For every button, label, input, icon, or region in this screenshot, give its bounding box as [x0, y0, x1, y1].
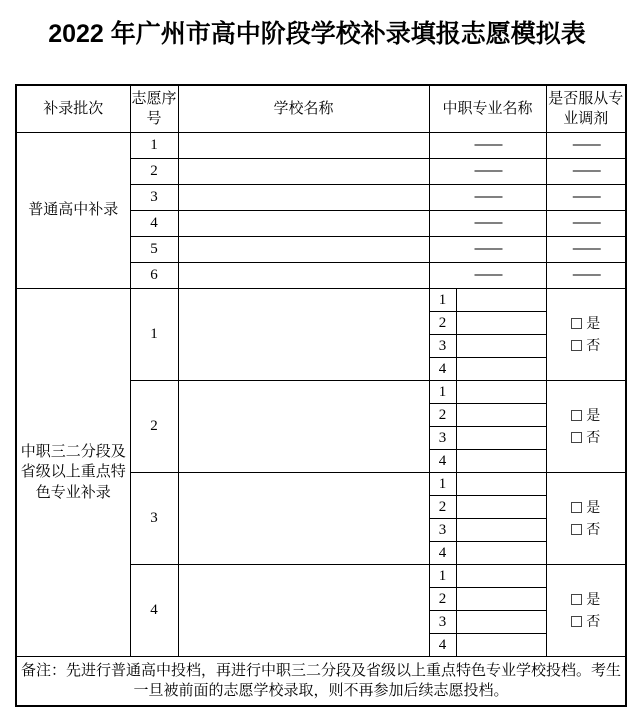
major-seq-number: 3	[429, 335, 456, 358]
school-name-cell[interactable]	[178, 473, 429, 565]
major-seq-number: 4	[429, 358, 456, 381]
dash-placeholder: ——	[546, 159, 626, 185]
major-seq-number: 2	[429, 496, 456, 519]
major-name-cell[interactable]	[456, 473, 546, 496]
admission-volunteer-table	[15, 84, 627, 707]
obey-adjustment-cell	[546, 565, 626, 657]
dash-placeholder: ——	[546, 263, 626, 289]
major-name-cell[interactable]	[456, 588, 546, 611]
seq-number: 1	[130, 289, 178, 381]
obey-adjustment-cell	[546, 381, 626, 473]
section1-row	[16, 133, 626, 159]
major-name-cell[interactable]	[456, 542, 546, 565]
checkbox-no-icon[interactable]	[571, 340, 582, 351]
school-name-cell[interactable]	[178, 211, 429, 237]
school-name-cell[interactable]	[178, 237, 429, 263]
checkbox-no-label: 否	[586, 428, 601, 445]
checkbox-yes-icon[interactable]	[571, 502, 582, 513]
col-header-seq: 志愿序号	[130, 85, 178, 133]
seq-number: 3	[130, 185, 178, 211]
major-name-cell[interactable]	[456, 565, 546, 588]
checkbox-no-label: 否	[586, 336, 601, 353]
major-name-cell[interactable]	[456, 427, 546, 450]
major-name-cell[interactable]	[456, 312, 546, 335]
school-name-cell[interactable]	[178, 381, 429, 473]
obey-adjustment-cell	[546, 289, 626, 381]
major-name-cell[interactable]	[456, 634, 546, 657]
major-seq-number: 4	[429, 542, 456, 565]
dash-placeholder: ——	[429, 263, 546, 289]
seq-number: 2	[130, 159, 178, 185]
checkbox-no-icon[interactable]	[571, 524, 582, 535]
school-name-cell[interactable]	[178, 185, 429, 211]
checkbox-no-icon[interactable]	[571, 432, 582, 443]
dash-placeholder: ——	[546, 185, 626, 211]
major-name-cell[interactable]	[456, 611, 546, 634]
checkbox-yes-label: 是	[586, 498, 601, 515]
school-name-cell[interactable]	[178, 263, 429, 289]
checkbox-yes-label: 是	[586, 590, 601, 607]
seq-number: 6	[130, 263, 178, 289]
major-seq-number: 2	[429, 588, 456, 611]
major-name-cell[interactable]	[456, 358, 546, 381]
school-name-cell[interactable]	[178, 289, 429, 381]
col-header-school: 学校名称	[178, 85, 429, 133]
note-row	[16, 657, 626, 707]
col-header-major: 中职专业名称	[429, 85, 546, 133]
checkbox-yes-icon[interactable]	[571, 410, 582, 421]
seq-number: 5	[130, 237, 178, 263]
school-name-cell[interactable]	[178, 159, 429, 185]
form-title: 2022 年广州市高中阶段学校补录填报志愿模拟表	[48, 20, 586, 48]
obey-adjustment-cell	[546, 473, 626, 565]
dash-placeholder: ——	[429, 211, 546, 237]
major-seq-number: 1	[429, 381, 456, 404]
checkbox-yes-icon[interactable]	[571, 318, 582, 329]
note-text: 备注：先进行普通高中投档，再进行中职三二分段及省级以上重点特色专业学校投档。考生一旦被前面的志愿学校录取，则不再参加后续志愿投档。	[16, 657, 626, 707]
checkbox-yes-icon[interactable]	[571, 594, 582, 605]
major-name-cell[interactable]	[456, 404, 546, 427]
seq-number: 1	[130, 133, 178, 159]
major-seq-number: 1	[429, 473, 456, 496]
header-row	[16, 85, 626, 133]
dash-placeholder: ——	[429, 159, 546, 185]
major-name-cell[interactable]	[456, 519, 546, 542]
school-name-cell[interactable]	[178, 133, 429, 159]
major-seq-number: 1	[429, 565, 456, 588]
major-seq-number: 4	[429, 450, 456, 473]
batch-label-regular-high-school: 普通高中补录	[16, 133, 130, 289]
major-name-cell[interactable]	[456, 496, 546, 519]
checkbox-yes-label: 是	[586, 406, 601, 423]
dash-placeholder: ——	[546, 211, 626, 237]
dash-placeholder: ——	[429, 185, 546, 211]
seq-number: 2	[130, 381, 178, 473]
major-name-cell[interactable]	[456, 335, 546, 358]
checkbox-yes-label: 是	[586, 314, 601, 331]
dash-placeholder: ——	[546, 237, 626, 263]
major-seq-number: 4	[429, 634, 456, 657]
major-name-cell[interactable]	[456, 289, 546, 312]
major-seq-number: 3	[429, 427, 456, 450]
dash-placeholder: ——	[429, 133, 546, 159]
dash-placeholder: ——	[429, 237, 546, 263]
seq-number: 4	[130, 211, 178, 237]
seq-number: 4	[130, 565, 178, 657]
major-seq-number: 3	[429, 611, 456, 634]
major-seq-number: 2	[429, 312, 456, 335]
major-seq-number: 3	[429, 519, 456, 542]
section2-row	[16, 289, 626, 312]
major-name-cell[interactable]	[456, 450, 546, 473]
batch-label-vocational: 中职三二分段及省级以上重点特色专业补录	[16, 289, 130, 657]
dash-placeholder: ——	[546, 133, 626, 159]
checkbox-no-label: 否	[586, 612, 601, 629]
major-seq-number: 1	[429, 289, 456, 312]
col-header-batch: 补录批次	[16, 85, 130, 133]
checkbox-no-label: 否	[586, 520, 601, 537]
checkbox-no-icon[interactable]	[571, 616, 582, 627]
col-header-obey: 是否服从专业调剂	[546, 85, 626, 133]
seq-number: 3	[130, 473, 178, 565]
school-name-cell[interactable]	[178, 565, 429, 657]
major-name-cell[interactable]	[456, 381, 546, 404]
major-seq-number: 2	[429, 404, 456, 427]
